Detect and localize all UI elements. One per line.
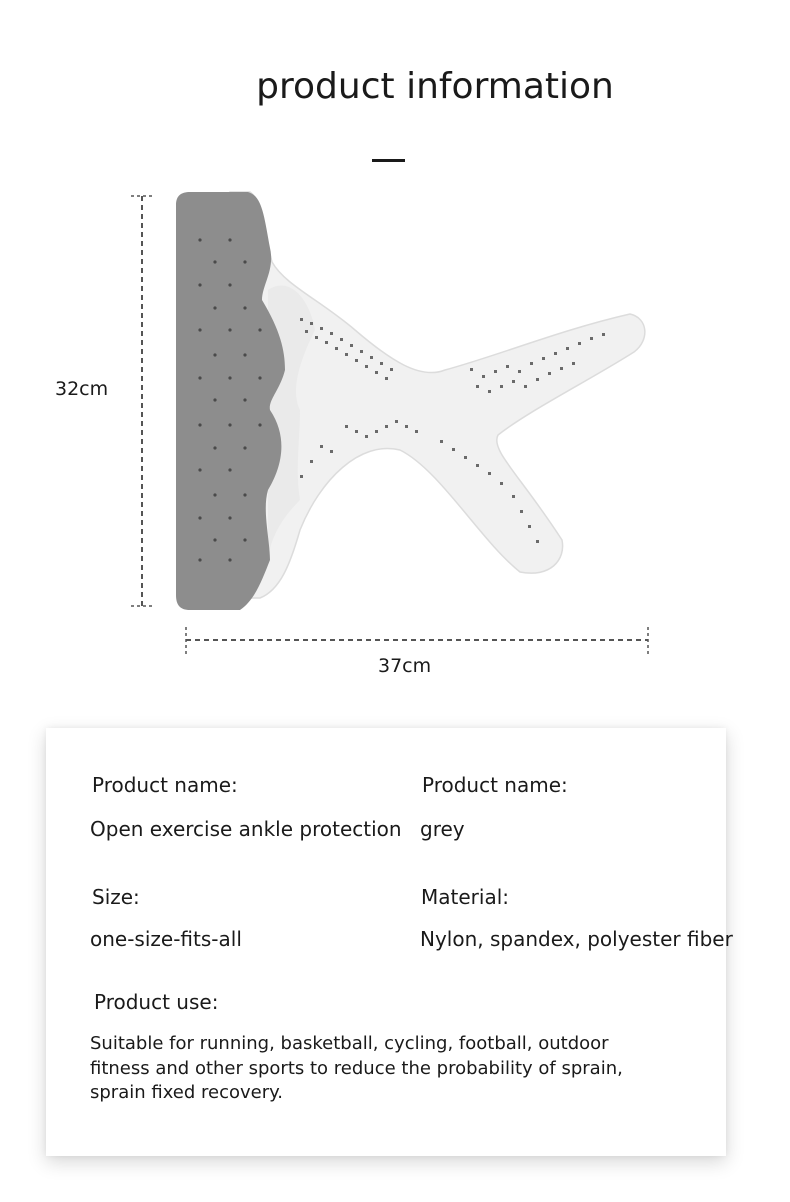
product-info-card — [46, 728, 733, 1156]
title-divider — [372, 159, 405, 162]
page-title: product information — [256, 66, 614, 107]
size-label: Size: — [92, 885, 140, 909]
width-label: 37cm — [378, 655, 432, 677]
material-label: Material: — [421, 885, 509, 909]
size-value: one-size-fits-all — [90, 927, 242, 951]
product-use-label: Product use: — [94, 990, 219, 1014]
product-use-value: Suitable for running, basketball, cycling, football, outdoor fitness and other sports to reduce the probability of sprain, sprain fixed recovery. — [90, 1033, 623, 1103]
product-name-label: Product name: — [92, 773, 238, 797]
material-value: Nylon, spandex, polyester fiber — [420, 927, 733, 951]
product-diagram — [0, 180, 790, 680]
height-dimension-line — [131, 196, 155, 606]
width-dimension-line — [186, 627, 648, 655]
product-color-value: grey — [420, 817, 465, 841]
ankle-brace-pad — [176, 192, 285, 610]
height-label: 32cm — [55, 378, 109, 400]
ankle-brace-fabric — [230, 192, 645, 598]
product-name-value: Open exercise ankle protection — [90, 817, 402, 841]
product-color-label: Product name: — [422, 773, 568, 797]
